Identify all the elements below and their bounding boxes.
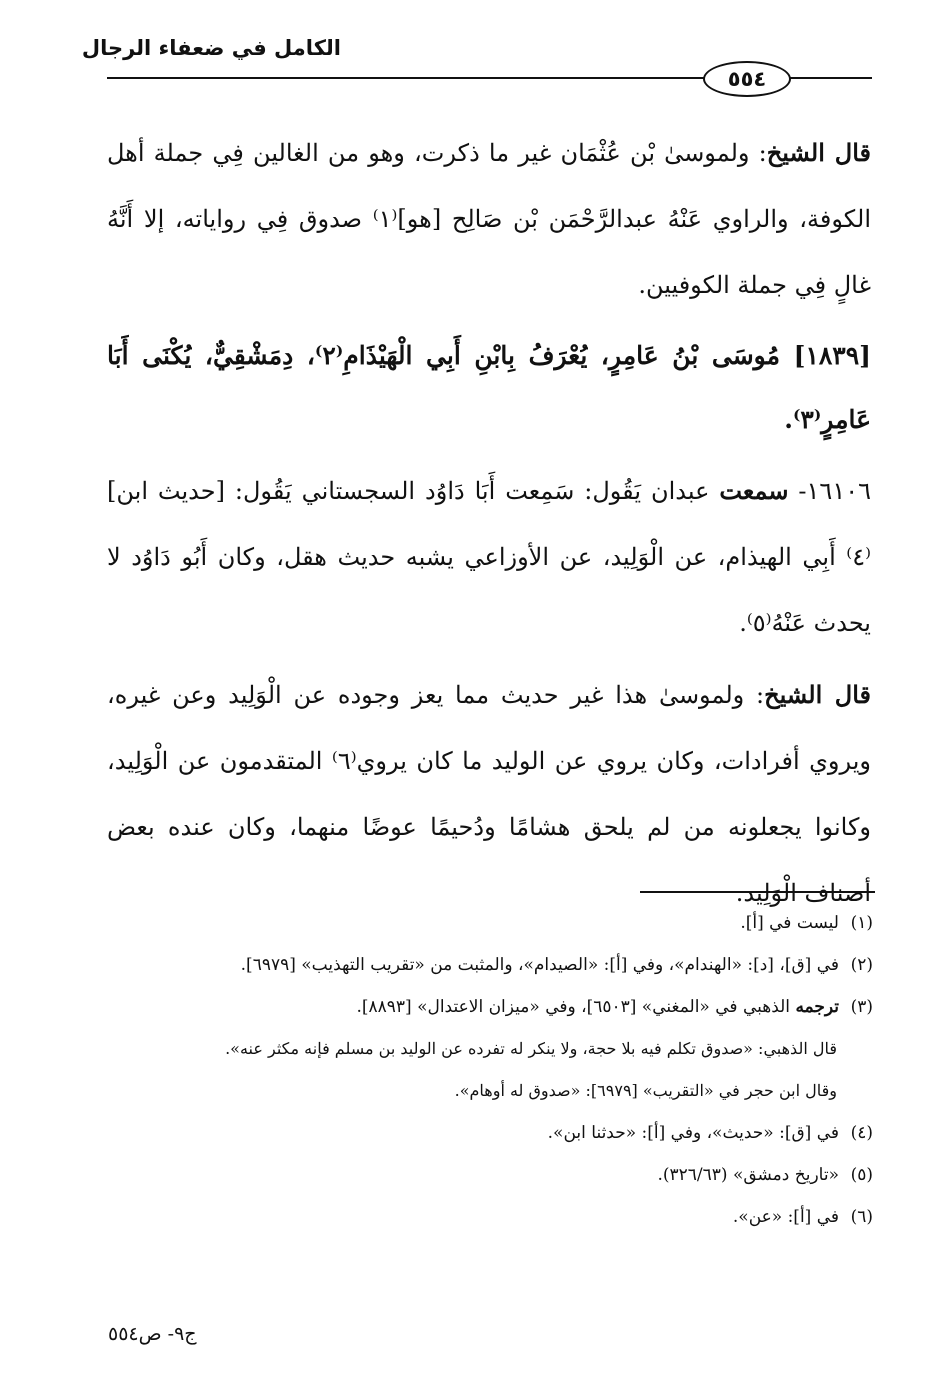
footnote-text: في [أ]: «عن». bbox=[732, 1207, 839, 1227]
footnote-2 bbox=[103, 944, 873, 986]
book-title: الكامل في ضعفاء الرجال bbox=[81, 36, 341, 60]
footnote-text: «تاريخ دمشق» (٣٢٦/٦٣). bbox=[657, 1165, 839, 1185]
footnote-lead: ترجمه bbox=[795, 997, 839, 1017]
footnote-number: (١) bbox=[850, 913, 873, 933]
paragraph-lead: قال الشيخ bbox=[764, 680, 872, 709]
paragraph-text: عبدان يَقُول: سَمِعت أَبَا دَاوُد السجستاني يَقُول: [حديث ابن]⁽٤⁾ أَبِي الهيذام، عن الْوَلِيد، عن الأوزاعي يشبه حديث هقل، وكان أَبُو دَاوُد لا يحدث عَنْهُ⁽٥⁾. bbox=[107, 477, 871, 637]
footnote-text: قال الذهبي: «صدوق تكلم فيه بلا حجة، ولا ينكر له تفرده عن الوليد بن مسلم فإنه مكثر عنه». bbox=[225, 1039, 837, 1058]
footnotes bbox=[103, 902, 873, 1238]
footnote-3-quote-ibn-hajar bbox=[103, 1070, 873, 1112]
entry-title: مُوسَى بْنُ عَامِرٍ، يُعْرَفُ بِابْنِ أَبِي الْهَيْذَامِ⁽٢⁾، دِمَشْقِيٌّ، يُكْنَى أَبَا عَامِرٍ⁽٣⁾. bbox=[107, 341, 871, 434]
narration-number: ١٦١٠٦- bbox=[798, 477, 871, 505]
paragraph-lead: قال الشيخ bbox=[766, 138, 872, 167]
paragraph-3 bbox=[107, 662, 871, 926]
footnote-number: (٢) bbox=[850, 955, 873, 975]
page-code: ج٩- ص٥٥٤ bbox=[108, 1323, 197, 1345]
footnote-text: ليست في [أ]. bbox=[740, 913, 839, 933]
footnote-separator bbox=[640, 891, 875, 893]
entry-heading bbox=[107, 324, 871, 452]
footnote-text: الذهبي في «المغني» [٦٥٠٣]، وفي «ميزان الاعتدال» [٨٨٩٣]. bbox=[356, 997, 796, 1017]
footnote-4 bbox=[103, 1112, 873, 1154]
footnote-6 bbox=[103, 1196, 873, 1238]
paragraph-1 bbox=[107, 120, 871, 318]
footnote-3 bbox=[103, 986, 873, 1028]
paragraph-lead: سمعت bbox=[719, 476, 789, 505]
footnote-text: في [ق]: «حديث»، وفي [أ]: «حدثنا ابن». bbox=[547, 1123, 839, 1143]
footnote-text: وقال ابن حجر في «التقريب» [٦٩٧٩]: «صدوق له أوهام». bbox=[454, 1081, 837, 1100]
footnote-number: (٣) bbox=[850, 997, 873, 1017]
paragraph-text: : ولموسىٰ بْن عُثْمَان غير ما ذكرت، وهو من الغالين فِي جملة أهل الكوفة، والراوي عَنْهُ عبدالرَّحْمَن بْن صَالِح [هو]⁽١⁾ صدوق فِي رواياته، إلا أَنَّهُ غالٍ فِي جملة الكوفيين. bbox=[107, 139, 872, 299]
paragraph-2 bbox=[107, 458, 871, 656]
footnote-number: (٥) bbox=[850, 1165, 873, 1185]
footnote-number: (٤) bbox=[850, 1123, 873, 1143]
paragraph-text: : ولموسىٰ هذا غير حديث مما يعز وجوده عن الْوَلِيد وعن غيره، ويروي أفرادات، وكان يروي عن الوليد ما كان يروي⁽٦⁾ المتقدمون عن الْوَلِيد، وكانوا يجعلونه من لم يلحق هشامًا ودُحيمًا عوضًا منهما، وكان عنده بعض أصناف الْوَلِيد. bbox=[107, 681, 871, 907]
body-text bbox=[107, 120, 871, 926]
footnote-3-quote-dhahabi bbox=[103, 1028, 873, 1070]
footnote-5 bbox=[103, 1154, 873, 1196]
footnote-text: في [ق]، [د]: «الهندام»، وفي [أ]: «الصيدام»، والمثبت من «تقريب التهذيب» [٦٩٧٩]. bbox=[240, 955, 839, 975]
footnote-1 bbox=[103, 902, 873, 944]
page-number-badge: ٥٥٤ bbox=[703, 61, 791, 97]
entry-number: [١٨٣٩] bbox=[793, 341, 871, 370]
footnote-number: (٦) bbox=[850, 1207, 873, 1227]
